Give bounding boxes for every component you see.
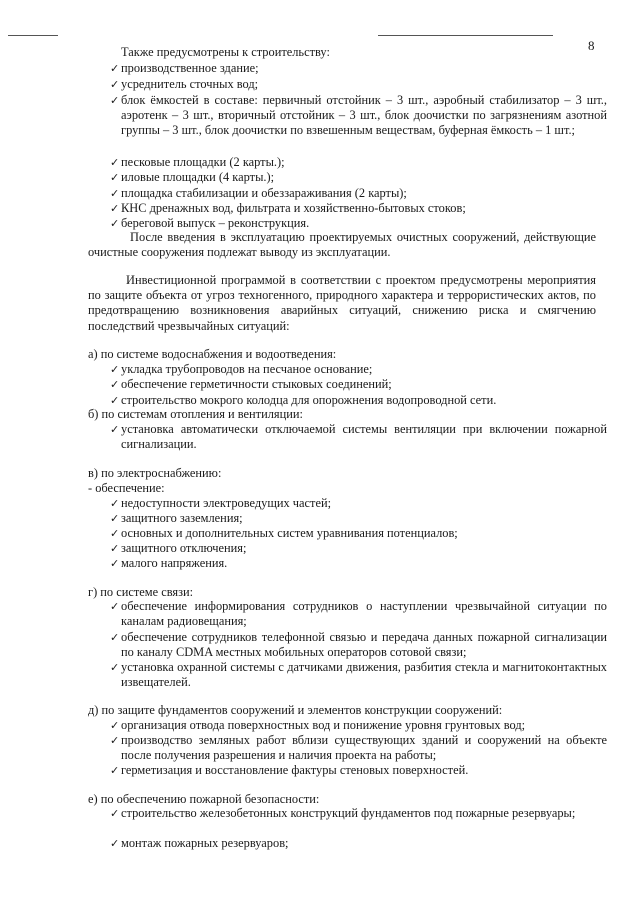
list-item-text: монтаж пожарных резервуаров; — [121, 836, 289, 850]
checkmark-icon: ✓ — [110, 557, 120, 570]
list-item-text: иловые площадки (4 карты.); — [121, 170, 275, 184]
list-item — [110, 718, 525, 733]
checkmark-icon: ✓ — [110, 764, 120, 777]
checkmark-icon: ✓ — [110, 542, 120, 555]
checkmark-icon: ✓ — [110, 187, 120, 200]
list-item-text: береговой выпуск – реконструкция. — [121, 216, 310, 230]
list-item-text: песковые площадки (2 карты.); — [121, 155, 285, 169]
list-item — [110, 630, 607, 660]
intro-heading: Также предусмотрены к строительству: — [121, 45, 330, 59]
list-item — [110, 155, 285, 170]
section-e-title: е) по обеспечению пожарной безопасности: — [88, 792, 320, 806]
checkmark-icon: ✓ — [110, 719, 120, 732]
checkmark-icon: ✓ — [110, 600, 120, 613]
list-item-text: строительство железобетонных конструкций фундаментов под пожарные резервуары; — [121, 806, 576, 820]
list-item-text: установка охранной системы с датчиками движения, разбития стекла и магнитоконтактных извещателей. — [121, 660, 607, 690]
list-item — [110, 556, 227, 571]
list-item-text: организация отвода поверхностных вод и понижение уровня грунтовых вод; — [121, 718, 526, 732]
checkmark-icon: ✓ — [110, 423, 120, 436]
list-item-text: площадка стабилизации и обеззараживания (2 карты); — [121, 186, 407, 200]
list-item-text: усреднитель сточных вод; — [121, 77, 259, 91]
list-item-text: производство земляных работ вблизи существующих зданий и сооружений на объекте после получения разрешения и наличия проекта на работы; — [121, 733, 607, 763]
section-v-title: в) по электроснабжению: — [88, 466, 222, 480]
list-item — [110, 377, 392, 392]
list-item-text: блок ёмкостей в составе: первичный отстойник – 3 шт., аэробный стабилизатор – 3 шт., аэротенк – 3 шт., вторичный отстойник – 3 шт., блок доочистки по загрязнениям азотной группы – 3 шт., блок доочистки по взвешенным веществам, буферная ёмкость – 1 шт.; — [121, 93, 607, 138]
list-item — [110, 806, 607, 821]
checkmark-icon: ✓ — [110, 837, 120, 850]
list-item-text: строительство мокрого колодца для опорожнения водопроводной сети. — [121, 393, 497, 407]
checkmark-icon: ✓ — [110, 78, 120, 91]
checkmark-icon: ✓ — [110, 527, 120, 540]
list-item-text: герметизация и восстановление фактуры стеновых поверхностей. — [121, 763, 469, 777]
list-item-text: производственное здание; — [121, 61, 259, 75]
investment-paragraph: Инвестиционной программой в соответствии с проектом предусмотрены мероприятия по защите объекта от угроз техногенного, природного характера и террористических актов, по предотвращению возникновения аварийных ситуаций, снижению риска и смягчению последствий чрезвычайных ситуаций: — [88, 273, 596, 333]
checkmark-icon: ✓ — [110, 661, 120, 674]
list-item-text: обеспечение герметичности стыковых соединений; — [121, 377, 392, 391]
list-item-text: КНС дренажных вод, фильтрата и хозяйственно-бытовых стоков; — [121, 201, 466, 215]
list-item — [110, 186, 407, 201]
list-item-text: укладка трубопроводов на песчаное основание; — [121, 362, 373, 376]
section-d-title: д) по защите фундаментов сооружений и элементов конструкции сооружений: — [88, 703, 503, 717]
list-item-text: малого напряжения. — [121, 556, 228, 570]
intro-closing-paragraph: После введения в эксплуатацию проектируемых очистных сооружений, действующие очистные сооружения подлежат выводу из эксплуатации. — [88, 230, 596, 260]
checkmark-icon: ✓ — [110, 217, 120, 230]
list-item-text: основных и дополнительных систем уравнивания потенциалов; — [121, 526, 458, 540]
list-item-text: установка автоматически отключаемой системы вентиляции при включении пожарной сигнализации. — [121, 422, 607, 452]
list-item — [110, 93, 607, 139]
checkmark-icon: ✓ — [110, 363, 120, 376]
list-item — [110, 496, 331, 511]
list-item — [110, 216, 309, 231]
list-item-text: защитного отключения; — [121, 541, 247, 555]
list-item — [110, 201, 466, 216]
section-b-title: б) по системам отопления и вентиляции: — [88, 407, 303, 421]
list-item — [110, 733, 607, 763]
checkmark-icon: ✓ — [110, 62, 120, 75]
list-item — [110, 660, 607, 690]
list-item — [110, 511, 243, 526]
checkmark-icon: ✓ — [110, 497, 120, 510]
list-item-text: обеспечение информирования сотрудников о наступлении чрезвычайной ситуации по каналам радиовещания; — [121, 599, 607, 629]
list-item — [110, 836, 289, 851]
checkmark-icon: ✓ — [110, 807, 120, 820]
list-item — [110, 77, 258, 92]
list-item-text: обеспечение сотрудников телефонной связью и передача данных пожарной сигнализации по каналу CDMA местных мобильных операторов сотовой связи; — [121, 630, 607, 660]
checkmark-icon: ✓ — [110, 156, 120, 169]
scan-edge-line-left — [8, 35, 58, 36]
section-a-title: а) по системе водоснабжения и водоотведения: — [88, 347, 337, 361]
list-item — [110, 541, 246, 556]
checkmark-icon: ✓ — [110, 631, 120, 644]
checkmark-icon: ✓ — [110, 394, 120, 407]
checkmark-icon: ✓ — [110, 171, 120, 184]
checkmark-icon: ✓ — [110, 202, 120, 215]
list-item-text: защитного заземления; — [121, 511, 243, 525]
page-number: 8 — [588, 38, 595, 53]
list-item — [110, 526, 458, 541]
list-item-text: недоступности электроведущих частей; — [121, 496, 332, 510]
list-item — [110, 599, 607, 629]
checkmark-icon: ✓ — [110, 734, 120, 747]
list-item — [110, 422, 607, 452]
section-g-title: г) по системе связи: — [88, 585, 194, 599]
list-item — [110, 61, 259, 76]
scan-edge-line-right — [378, 35, 553, 36]
section-v-subtitle: - обеспечение: — [88, 481, 165, 495]
checkmark-icon: ✓ — [110, 94, 120, 107]
list-item — [110, 170, 274, 185]
checkmark-icon: ✓ — [110, 378, 120, 391]
checkmark-icon: ✓ — [110, 512, 120, 525]
list-item — [110, 362, 372, 377]
list-item — [110, 763, 468, 778]
list-item — [110, 393, 496, 408]
